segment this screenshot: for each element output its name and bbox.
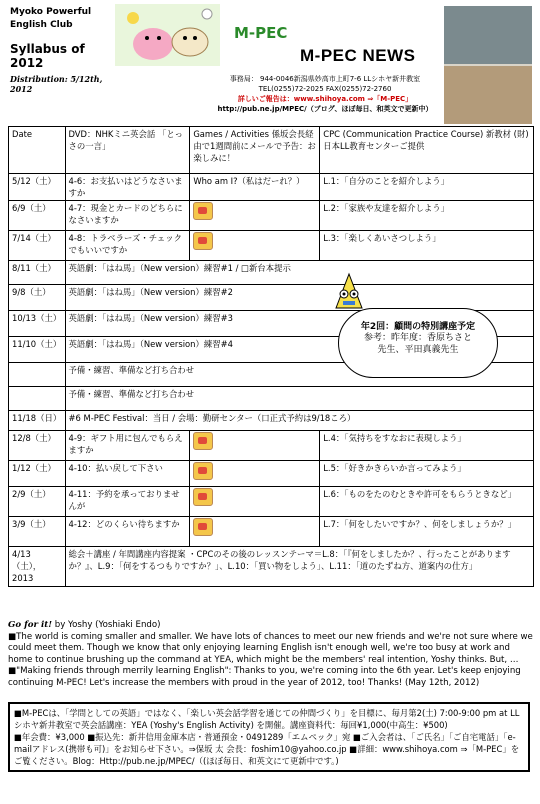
table-row bbox=[9, 547, 534, 587]
cell-cpc: L.1：「自分のことを紹介しよう」 bbox=[320, 174, 534, 201]
mascot-icon bbox=[193, 488, 213, 506]
address-line2: TEL(0255)72-2025 FAX(0255)72-2760 bbox=[258, 85, 392, 93]
go-for-it: Go for it! bbox=[8, 620, 53, 630]
table-row bbox=[9, 231, 534, 261]
cell-date: 12/8（土） bbox=[9, 431, 66, 461]
cell-games bbox=[190, 201, 320, 231]
message-paragraph-1: ■The world is coming smaller and smaller. We have lots of chances to meet our new friends and we're not sure where we could meet them. Though we know that only enjoying learning English isn't enough well, we're too busy at work and home to continue brushing up the command at YEA, which might be the members' real intention, Yoshy thinks. But, … bbox=[8, 631, 533, 665]
logo-text: M-PEC bbox=[234, 24, 288, 42]
cell-date: 4/13 （土），2013 bbox=[9, 547, 66, 587]
cell-cpc: L.6：「ものをたのむときや許可をもらうときなど」 bbox=[320, 487, 534, 517]
cell-span: 英語劇：「はね馬」（New version）練習#3 bbox=[65, 311, 534, 337]
cell-dvd: 4-6：お支払いはどうなさいますか bbox=[65, 174, 190, 201]
table-row bbox=[9, 431, 534, 461]
callout-line2: 先生、平田真義先生 bbox=[377, 345, 459, 355]
cell-dvd: 4-11：予約を承っておりませんが bbox=[65, 487, 190, 517]
cell-games bbox=[190, 487, 320, 517]
cell-span: 予備・練習、準備など打ち合わせ bbox=[65, 387, 534, 411]
cell-cpc: L.2：「家族や友達を紹介しよう」 bbox=[320, 201, 534, 231]
photo-collage bbox=[444, 6, 532, 124]
cell-date: 7/14（土） bbox=[9, 231, 66, 261]
table-row bbox=[9, 461, 534, 487]
address-line4[interactable]: http://pub.ne.jp/MPEC/（ブログ、ほぼ毎日、和英文で更新中） bbox=[217, 105, 433, 113]
syllabus-title: Syllabus of 2012 bbox=[10, 42, 85, 70]
cell-games bbox=[190, 461, 320, 487]
info-line-2: ■年会費：¥3,000 ■振込先：新井信用金庫本店・普通預金・0491289「エムペック」宛 ■ご入会者は、「ご氏名」「ご自宅電話」「e-mailアドレス(携帯も可)」をお知らせ下さい。⇒保坂 太 会長：foshim10@yahoo.co.jp ■詳細：www.shihoya.com ⇒「M-PEC」をご覧ください。Blog：Http://pub.ne.jp/MPEC/（(ほぼ毎日、和英文にて更新中です。) bbox=[14, 732, 520, 766]
cell-date: 11/10（土） bbox=[9, 337, 66, 363]
table-header-row bbox=[9, 127, 534, 174]
membership-info-box bbox=[8, 702, 530, 772]
table-row bbox=[9, 201, 534, 231]
club-name-line2: English Club bbox=[10, 20, 73, 30]
mascot-icon bbox=[193, 202, 213, 220]
distribution-date: Distribution: 5/12th, 2012 bbox=[10, 74, 103, 94]
table-row bbox=[9, 261, 534, 285]
cell-span: 予備・練習、準備など打ち合わせ bbox=[65, 363, 534, 387]
cell-date: 9/8（土） bbox=[9, 285, 66, 311]
address-line1: 事務局： 944-0046新潟県妙高市上町7-6 LLシホヤ新井教室 bbox=[229, 75, 421, 83]
table-row bbox=[9, 387, 534, 411]
message-section bbox=[8, 620, 534, 689]
address-block bbox=[200, 74, 450, 114]
cell-dvd: 4-7：現金とカードのどちらになさいますか bbox=[65, 201, 190, 231]
table-row bbox=[9, 174, 534, 201]
cell-cpc: L.3：「楽しくあいさつしよう」 bbox=[320, 231, 534, 261]
mascot-icon bbox=[193, 518, 213, 536]
table-row bbox=[9, 517, 534, 547]
cell-dvd: 4-12：どのくらい待ちますか bbox=[65, 517, 190, 547]
mascot-icon bbox=[193, 432, 213, 450]
cell-games bbox=[190, 431, 320, 461]
cell-date: 1/12（土） bbox=[9, 461, 66, 487]
info-line-1: ■M-PECは、「学問としての英語」ではなく、「楽しい英会話学習を通じての仲間づくり」を目標に、毎月第2(土) 7:00-9:00 pm at LLシホヤ新井教室で英会話講座：YEA (Yoshy's English Activity) を開催。講座資料代：毎回¥1,000(中高生：¥500) bbox=[14, 708, 520, 730]
cell-span: 英語劇：「はね馬」（New version）練習#2 bbox=[65, 285, 534, 311]
table-row bbox=[9, 487, 534, 517]
header-cpc: CPC (Communication Practice Course) 新教材 (財)日本LL教育センターご提供 bbox=[320, 127, 534, 174]
cell-date: 11/18（日） bbox=[9, 411, 66, 431]
mpec-logo bbox=[232, 18, 302, 48]
cell-dvd: 4-10：払い戻して下さい bbox=[65, 461, 190, 487]
cell-games bbox=[190, 231, 320, 261]
cell-date: 8/11（土） bbox=[9, 261, 66, 285]
mascot-icon bbox=[193, 462, 213, 480]
cell-cpc: L.5：「好きかきらいか言ってみよう」 bbox=[320, 461, 534, 487]
class-photo-1 bbox=[444, 6, 532, 64]
mascot-icon bbox=[193, 232, 213, 250]
class-photo-2 bbox=[444, 66, 532, 124]
cell-span: 英語劇：「はね馬」（New version）練習#4 bbox=[65, 337, 534, 363]
header-date: Date bbox=[9, 127, 66, 174]
cell-span: 総会＋講座 / 年間講座内容提案 ・CPCのその後のレッスンテーマ＝L.8：「『何をしましたか？、行ったことがありますか？』、L.9：「何をするつもりですか？」、L.10：「買い物をしよう」、L.11：「道のたずね方、道案内の仕方」 bbox=[65, 547, 534, 587]
club-name-line1: Myoko Powerful bbox=[10, 7, 92, 17]
header-dvd: DVD：NHKミニ英会話 「とっさの一言」 bbox=[65, 127, 190, 174]
club-header bbox=[10, 6, 120, 94]
cell-dvd: 4-9：ギフト用に包んでもらえますか bbox=[65, 431, 190, 461]
cell-span: #6 M-PEC Festival：当日 / 会場：勤研センター（口正式予約は9/18ころ） bbox=[65, 411, 534, 431]
mascot-illustration bbox=[115, 4, 220, 66]
message-author: by Yoshy (Yoshiaki Endo) bbox=[54, 620, 161, 630]
news-title: M-PEC NEWS bbox=[300, 46, 416, 65]
robot-mascot-icon bbox=[326, 268, 372, 314]
cell-date: 2/9（土） bbox=[9, 487, 66, 517]
message-paragraph-2: ■"Making friends through merrily learning English": Thanks to you, we're coming into the 6th year. Let's keep enjoying continuing M-PEC! Let's increase the members with proud in the year of 2012, too! Thanks! (May 12th, 2012) bbox=[8, 666, 521, 688]
cell-cpc: L.4：「気持ちをすなおに表現しよう」 bbox=[320, 431, 534, 461]
cell-date: 5/12（土） bbox=[9, 174, 66, 201]
cell-date bbox=[9, 387, 66, 411]
table-row bbox=[9, 285, 534, 311]
cell-dvd: 4-8：トラベラーズ・チェックでもいいですか bbox=[65, 231, 190, 261]
callout-line1: 参考：昨年度：香原ちさと bbox=[363, 333, 472, 343]
message-heading bbox=[8, 620, 534, 632]
cell-date: 3/9（土） bbox=[9, 517, 66, 547]
table-row bbox=[9, 411, 534, 431]
callout-title: 年2回：顧問の特別講座予定 bbox=[360, 322, 476, 332]
cell-date: 10/13（土） bbox=[9, 311, 66, 337]
cell-games bbox=[190, 517, 320, 547]
special-lecture-callout bbox=[338, 308, 498, 378]
cell-date bbox=[9, 363, 66, 387]
cell-date: 6/9（土） bbox=[9, 201, 66, 231]
address-line3[interactable]: 詳しいご報告は：www.shihoya.com ⇒「M-PEC」 bbox=[237, 95, 413, 103]
cell-span: 英語劇：「はね馬」（New version）練習#1 / □新台本提示 bbox=[65, 261, 534, 285]
cell-games: Who am I?（私はだーれ？） bbox=[190, 174, 320, 201]
header-games: Games / Activities 係坂会長経由で1週間前にメールで予告：お楽しみに！ bbox=[190, 127, 320, 174]
cell-cpc: L.7：「何をしたいですか？、何をしましょうか？」 bbox=[320, 517, 534, 547]
